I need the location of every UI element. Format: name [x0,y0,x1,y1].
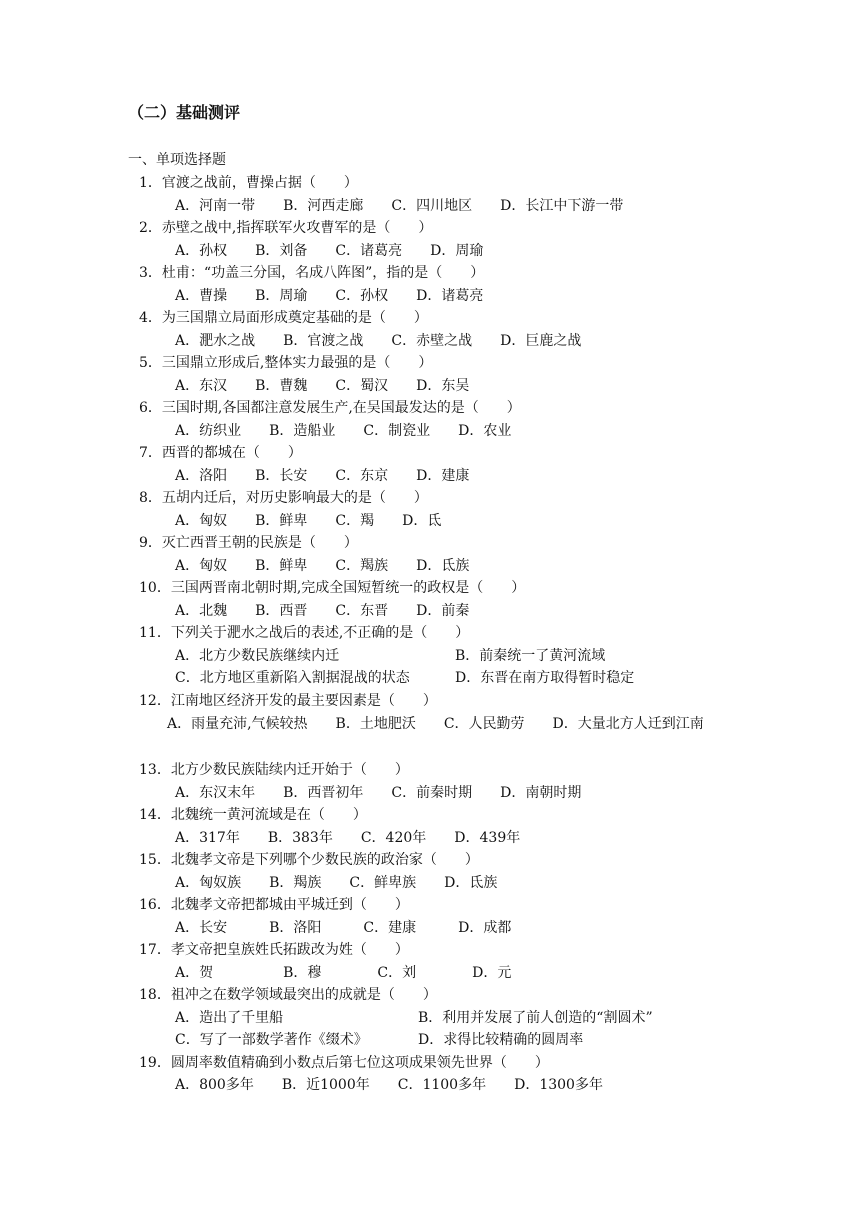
question-15-stem: 15．北魏孝文帝是下列哪个少数民族的政治家（ ） [139,852,479,868]
question-18-option-a: A．造出了千里船 [175,1010,284,1026]
question-12-options [130,713,740,736]
question-17-stem: 17．孝文帝把皇族姓氏拓跋改为姓（ ） [139,942,409,958]
question-15-options: A．匈奴族 B．羯族 C．鲜卑族 D．氐族 [175,875,498,891]
question-2-stem: 2．赤壁之战中,指挥联军火攻曹军的是（ ） [139,220,433,236]
question-11-option-b: B．前秦统一了黄河流域 [455,648,606,664]
question-1-options: A．河南一带 B．河西走廊 C．四川地区 D．长江中下游一带 [175,198,624,214]
question-5-stem: 5．三国鼎立形成后,整体实力最强的是（ ） [139,355,433,371]
question-8-stem: 8．五胡内迁后，对历史影响最大的是（ ） [139,490,428,506]
question-14-options: A．317年 B．383年 C．420年 D．439年 [175,830,521,846]
question-19-stem: 19．圆周率数值精确到小数点后第七位这项成果领先世界（ ） [139,1055,549,1071]
question-4-options: A．淝水之战 B．官渡之战 C．赤壁之战 D．巨鹿之战 [175,333,582,349]
question-7-options: A．洛阳 B．长安 C．东京 D．建康 [175,468,470,484]
question-10-options: A．北魏 B．西晋 C．东晋 D．前秦 [175,603,470,619]
question-12-options-text: A．雨量充沛,气候较热 B．土地肥沃 C．人民勤劳 D．大量北方人迁到江南 [167,716,704,732]
question-18-option-d: D．求得比较精确的圆周率 [418,1032,584,1048]
question-11-stem: 11．下列关于淝水之战后的表述,不正确的是（ ） [139,625,470,641]
question-6-stem: 6．三国时期,各国都注意发展生产,在吴国最发达的是（ ） [139,400,521,416]
question-3-options: A．曹操 B．周瑜 C．孙权 D．诸葛亮 [175,288,484,304]
question-11-option-c: C．北方地区重新陷入割据混战的状态 [175,670,410,686]
question-13-stem: 13．北方少数民族陆续内迁开始于（ ） [139,762,409,778]
question-10-stem: 10．三国两晋南北朝时期,完成全国短暂统一的政权是（ ） [139,580,526,596]
question-13-options: A．东汉末年 B．西晋初年 C．前秦时期 D．南朝时期 [175,785,582,801]
question-1-stem: 1．官渡之战前，曹操占据（ ） [139,175,358,191]
question-2-options: A．孙权 B．刘备 C．诸葛亮 D．周瑜 [175,243,484,259]
question-18-option-c: C．写了一部数学著作《缀术》 [175,1032,368,1048]
question-9-options: A．匈奴 B．鲜卑 C．羯族 D．氐族 [175,558,470,574]
question-18-stem: 18．祖冲之在数学领域最突出的成就是（ ） [139,987,437,1003]
section-heading: 一、单项选择题 [128,152,226,168]
question-11-option-a: A．北方少数民族继续内迁 [175,648,340,664]
question-4-stem: 4．为三国鼎立局面形成奠定基础的是（ ） [139,310,428,326]
question-14-stem: 14．北魏统一黄河流域是在（ ） [139,807,367,823]
question-19-options: A．800多年 B．近1000年 C．1100多年 D．1300多年 [175,1077,603,1093]
question-5-options: A．东汉 B．曹魏 C．蜀汉 D．东吴 [175,378,470,394]
question-16-options: A．长安 B．洛阳 C．建康 D．成都 [175,920,512,936]
question-16-stem: 16．北魏孝文帝把都城由平城迁到（ ） [139,897,409,913]
question-6-options: A．纺织业 B．造船业 C．制瓷业 D．农业 [175,423,512,439]
question-11-option-d: D．东晋在南方取得暂时稳定 [455,670,635,686]
question-8-options: A．匈奴 B．鲜卑 C．羯 D．氐 [175,513,442,529]
question-9-stem: 9．灭亡西晋王朝的民族是（ ） [139,535,358,551]
question-3-stem: 3．杜甫：“功盖三分国，名成八阵图”，指的是（ ） [139,265,485,281]
question-17-options: A．贺 B．穆 C．刘 D．元 [175,965,512,981]
question-18-option-b: B．利用并发展了前人创造的“割圆术” [418,1010,653,1026]
question-12-stem: 12．江南地区经济开发的最主要因素是（ ） [139,693,437,709]
page-title: （二）基础测评 [128,103,241,122]
question-7-stem: 7．西晋的都城在（ ） [139,445,302,461]
